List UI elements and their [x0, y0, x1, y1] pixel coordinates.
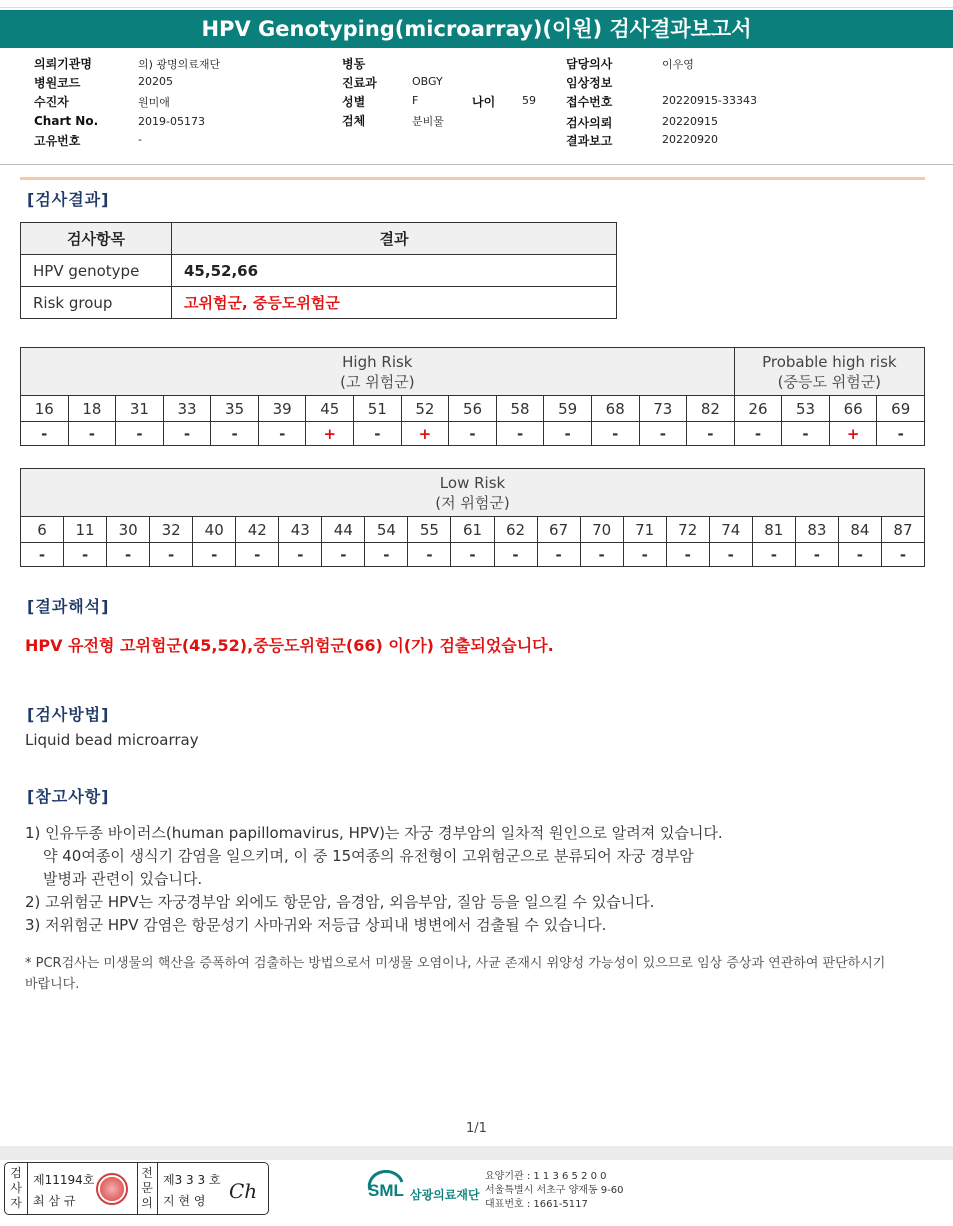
genotype-negative: -: [21, 422, 69, 446]
info-label: 의뢰기관명: [34, 57, 92, 71]
genotype-positive: +: [829, 422, 877, 446]
section-title-method: [검사방법]: [27, 705, 110, 724]
genotype-cell: 44: [322, 517, 365, 543]
genotype-negative: -: [64, 543, 107, 567]
genotype-negative: -: [365, 543, 408, 567]
genotype-cell: 16: [21, 396, 69, 422]
info-value: 2019-05173: [138, 115, 205, 128]
info-value: -: [138, 133, 142, 146]
genotype-cell: 30: [107, 517, 150, 543]
org-line: 요양기관 : 1 1 3 6 5 2 0 0: [485, 1171, 607, 1182]
genotype-negative: -: [544, 422, 592, 446]
divider: [157, 1163, 158, 1214]
signer-name: 지 현 영: [163, 1194, 206, 1208]
genotype-positive: +: [401, 422, 449, 446]
high-risk-title: High Risk: [342, 352, 413, 371]
genotype-cell: 72: [666, 517, 709, 543]
signature-box: [4, 1162, 269, 1215]
divider: [0, 164, 953, 165]
top-strip: [0, 0, 953, 8]
seal-icon: [96, 1173, 128, 1205]
info-label: 성별: [342, 95, 366, 109]
info-label: 수진자: [34, 95, 69, 109]
genotype-cell: 40: [193, 517, 236, 543]
result-header-item: 검사항목: [21, 223, 172, 255]
genotype-cell: 45: [306, 396, 354, 422]
genotype-negative: -: [639, 422, 687, 446]
info-value: 59: [522, 94, 536, 107]
note-item: 약 40여종이 생식기 감염을 일으키며, 이 중 15여종의 유전형이 고위험군으로 분류되어 자궁 경부암: [43, 847, 694, 865]
genotype-cell: 84: [838, 517, 881, 543]
high-risk-subtitle: (고 위험군): [340, 372, 415, 391]
genotype-negative: -: [580, 543, 623, 567]
report-title: HPV Genotyping(microarray)(이원) 검사결과보고서: [0, 10, 953, 48]
section-title-notes: [참고사항]: [27, 787, 110, 806]
high-risk-header: [21, 348, 735, 396]
genotype-cell: 71: [623, 517, 666, 543]
genotype-negative: -: [449, 422, 497, 446]
info-value: 의) 광명의료재단: [138, 58, 221, 71]
genotype-cell: 83: [795, 517, 838, 543]
genotype-cell: 33: [163, 396, 211, 422]
table-row: [21, 287, 617, 319]
genotype-positive: +: [306, 422, 354, 446]
genotype-negative: -: [211, 422, 259, 446]
result-item: Risk group: [21, 287, 172, 319]
notes-list: [25, 822, 723, 937]
probable-risk-header: [734, 348, 924, 396]
patient-info: [34, 55, 934, 155]
info-value: 20220920: [662, 133, 718, 146]
signer-name: 최 삼 규: [33, 1194, 76, 1208]
genotype-negative: -: [782, 422, 830, 446]
probable-risk-subtitle: (중등도 위험군): [777, 372, 882, 391]
low-risk-subtitle: (저 위험군): [435, 493, 510, 512]
low-risk-table: [20, 468, 925, 567]
info-label: 임상정보: [566, 76, 613, 90]
genotype-cell: 59: [544, 396, 592, 422]
result-table: [20, 222, 617, 319]
info-value: 분비물: [412, 115, 444, 128]
org-line: 서울특별시 서초구 양재동 9-60: [485, 1185, 624, 1196]
genotype-cell: 73: [639, 396, 687, 422]
info-value: 원미애: [138, 96, 170, 109]
genotype-cell: 58: [496, 396, 544, 422]
info-label: 접수번호: [566, 95, 613, 109]
info-label: 나이: [472, 95, 496, 109]
genotype-negative: -: [877, 422, 925, 446]
genotype-cell: 82: [687, 396, 735, 422]
genotype-cell: 55: [408, 517, 451, 543]
info-value: 20220915: [662, 115, 718, 128]
genotype-negative: -: [709, 543, 752, 567]
section-title-result: [검사결과]: [27, 190, 110, 209]
genotype-negative: -: [150, 543, 193, 567]
genotype-negative: -: [752, 543, 795, 567]
info-label: 담당의사: [566, 57, 613, 71]
note-item: 2) 고위험군 HPV는 자궁경부암 외에도 항문암, 음경암, 외음부암, 질암 등을 일으킬 수 있습니다.: [25, 893, 655, 911]
table-row: [21, 255, 617, 287]
genotype-cell: 6: [21, 517, 64, 543]
genotype-cell: 70: [580, 517, 623, 543]
org-address: [485, 1170, 624, 1212]
genotype-negative: -: [354, 422, 402, 446]
low-risk-title: Low Risk: [439, 473, 506, 492]
method-text: Liquid bead microarray: [25, 731, 199, 749]
info-label: 결과보고: [566, 134, 613, 148]
genotype-negative: -: [193, 543, 236, 567]
org-name: 삼광의료재단: [410, 1188, 480, 1202]
org-line: 대표번호 : 1661-5117: [485, 1199, 588, 1210]
genotype-cell: 74: [709, 517, 752, 543]
section-title-interpretation: [결과해석]: [27, 597, 110, 616]
info-label: Chart No.: [34, 114, 99, 128]
info-label: 병원코드: [34, 76, 81, 90]
genotype-negative: -: [279, 543, 322, 567]
divider: [20, 177, 925, 180]
result-value: 고위험군, 중등도위험군: [172, 287, 617, 319]
genotype-negative: -: [68, 422, 116, 446]
genotype-negative: -: [258, 422, 306, 446]
genotype-cell: 69: [877, 396, 925, 422]
info-value: 이우영: [662, 58, 694, 71]
note-item: 3) 저위험군 HPV 감염은 항문성기 사마귀와 저등급 상피내 병변에서 검출될 수 있습니다.: [25, 916, 607, 934]
signer-role: 검사자: [10, 1166, 22, 1210]
genotype-negative: -: [881, 543, 924, 567]
genotype-negative: -: [666, 543, 709, 567]
info-label: 고유번호: [34, 134, 81, 148]
genotype-cell: 52: [401, 396, 449, 422]
divider: [137, 1163, 138, 1214]
signer-license: 제3 3 3 호: [163, 1173, 221, 1187]
genotype-cell: 62: [494, 517, 537, 543]
genotype-cell: 11: [64, 517, 107, 543]
genotype-negative: -: [687, 422, 735, 446]
genotype-cell: 53: [782, 396, 830, 422]
genotype-negative: -: [163, 422, 211, 446]
genotype-negative: -: [116, 422, 164, 446]
genotype-negative: -: [107, 543, 150, 567]
footnote: * PCR검사는 미생물의 핵산을 증폭하여 검출하는 방법으로서 미생물 오염이나, 사균 존재시 위양성 가능성이 있으므로 임상 증상과 연관하여 판단하시기 바랍니다.: [25, 956, 886, 992]
genotype-negative: -: [591, 422, 639, 446]
divider: [27, 1163, 28, 1214]
info-value: 20220915-33343: [662, 94, 757, 107]
genotype-negative: -: [496, 422, 544, 446]
info-value: OBGY: [412, 75, 443, 88]
genotype-cell: 68: [591, 396, 639, 422]
genotype-cell: 66: [829, 396, 877, 422]
signer-role: 전문의: [141, 1166, 153, 1210]
genotype-negative: -: [537, 543, 580, 567]
genotype-cell: 81: [752, 517, 795, 543]
genotype-cell: 31: [116, 396, 164, 422]
genotype-cell: 67: [537, 517, 580, 543]
info-label: 검체: [342, 114, 366, 128]
genotype-cell: 39: [258, 396, 306, 422]
info-value: 20205: [138, 75, 173, 88]
low-risk-header: [21, 469, 925, 517]
genotype-negative: -: [494, 543, 537, 567]
page-number: 1/1: [466, 1121, 487, 1136]
signer-license: 제11194호: [33, 1173, 95, 1187]
info-value: F: [412, 94, 419, 107]
probable-risk-title: Probable high risk: [762, 352, 897, 371]
genotype-cell: 56: [449, 396, 497, 422]
genotype-negative: -: [623, 543, 666, 567]
genotype-negative: -: [795, 543, 838, 567]
genotype-negative: -: [21, 543, 64, 567]
result-value: 45,52,66: [172, 255, 617, 287]
info-label: 병동: [342, 57, 366, 71]
genotype-cell: 42: [236, 517, 279, 543]
genotype-cell: 35: [211, 396, 259, 422]
info-label: 진료과: [342, 76, 377, 90]
genotype-negative: -: [408, 543, 451, 567]
genotype-cell: 32: [150, 517, 193, 543]
genotype-cell: 26: [734, 396, 782, 422]
footer-band: [0, 1146, 953, 1160]
genotype-cell: 18: [68, 396, 116, 422]
genotype-cell: 54: [365, 517, 408, 543]
note-item: 1) 인유두종 바이러스(human papillomavirus, HPV)는 자궁 경부암의 일차적 원인으로 알려져 있습니다.: [25, 824, 723, 842]
genotype-cell: 61: [451, 517, 494, 543]
genotype-cell: 43: [279, 517, 322, 543]
genotype-cell: 51: [354, 396, 402, 422]
org-logo-text: SML: [368, 1181, 404, 1200]
signature-scribble: Ch: [229, 1179, 258, 1203]
genotype-cell: 87: [881, 517, 924, 543]
genotype-negative: -: [734, 422, 782, 446]
genotype-negative: -: [322, 543, 365, 567]
genotype-negative: -: [236, 543, 279, 567]
genotype-negative: -: [451, 543, 494, 567]
result-item: HPV genotype: [21, 255, 172, 287]
result-header-result: 결과: [172, 223, 617, 255]
note-item: 발병과 관련이 있습니다.: [43, 870, 203, 888]
high-risk-table: [20, 347, 925, 446]
info-label: 검사의뢰: [566, 116, 613, 130]
genotype-negative: -: [838, 543, 881, 567]
interpretation-text: HPV 유전형 고위험군(45,52),중등도위험군(66) 이(가) 검출되었습니다.: [25, 636, 554, 655]
